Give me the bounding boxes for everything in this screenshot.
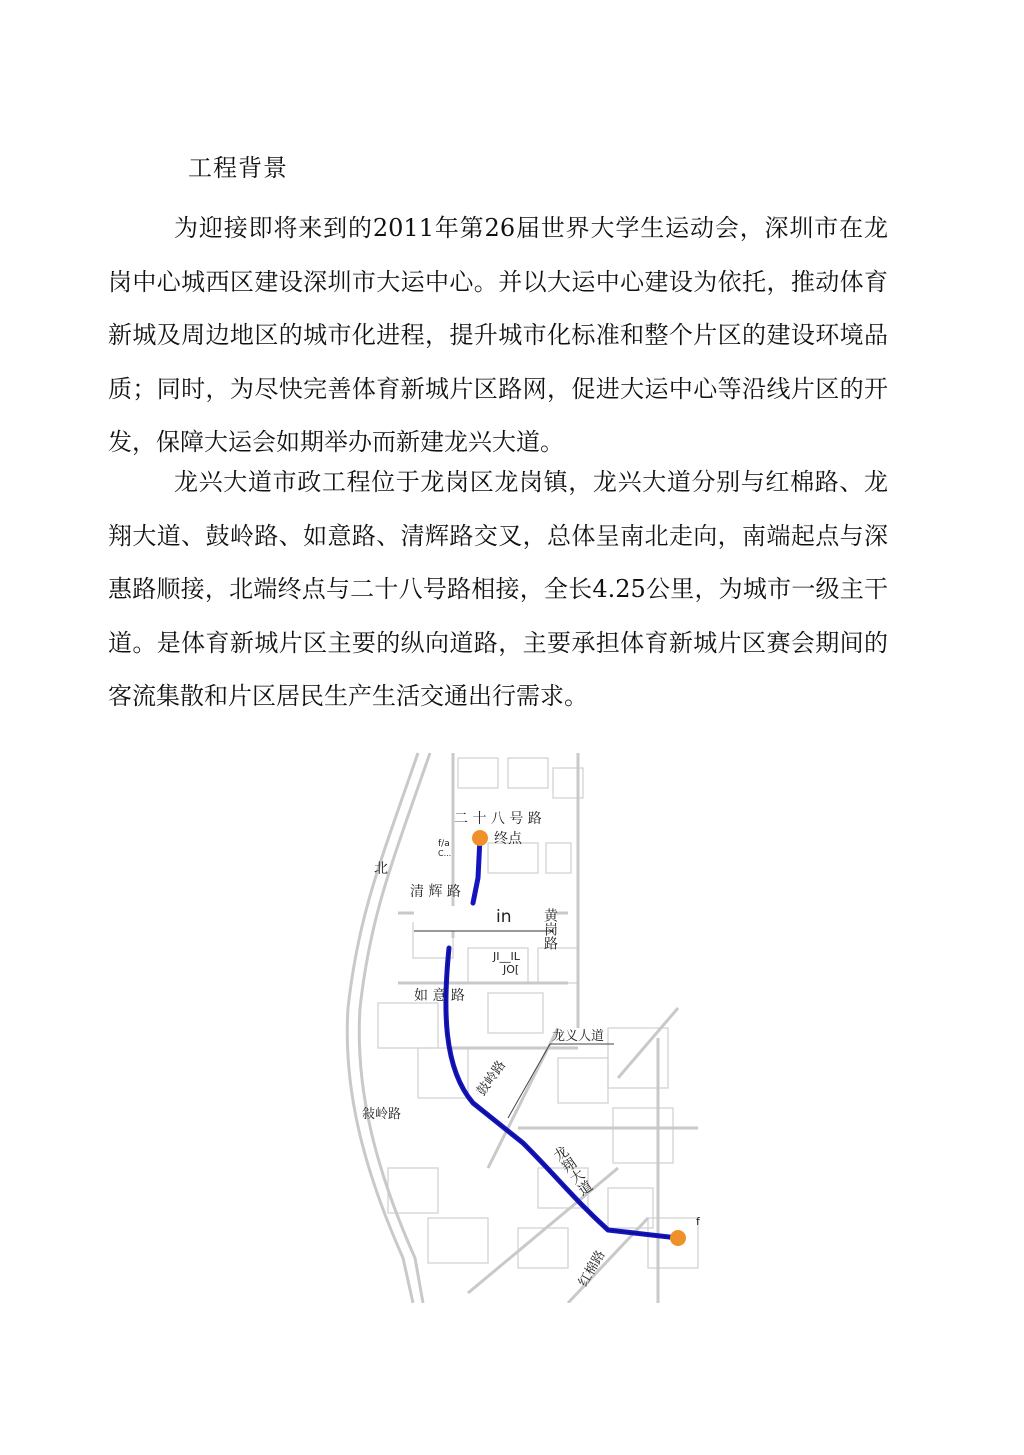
label-inset-text: in [496,907,512,927]
label-jo: JO[ [503,963,520,976]
label-small-mark: f/a [438,839,450,849]
map-inset-box [414,906,554,931]
label-north: 北 [374,861,388,877]
label-start-mark: f [696,1215,700,1228]
label-ruyi-road: 如 意 路 [414,988,465,1004]
label-guling-road-left: 敍岭路 [362,1107,402,1122]
label-guling-road: 鼓岭路 [474,1058,510,1099]
label-huanggang-road: 黄岗路 [542,908,558,950]
label-small-mark-2: C... [438,849,452,858]
label-road-28: 二 十 八 号 路 [454,811,542,827]
paragraph-background: 为迎接即将来到的2011年第26届世界大学生运动会，深圳市在龙岗中心城西区建设深圳市大运中心。并以大运中心建设为依托，推动体育新城及周边地区的城市化进程，提升城市化标准和整个片区的建设环境品质；同时，为尽快完善体育新城片区路网，促进大运中心等沿线片区的开发，保障大运会如期举办而新建龙兴大道。 [108,214,888,456]
start-point-marker [670,1230,686,1246]
route-map [318,748,710,1303]
label-hongmian-road: 红棉路 [576,1248,609,1290]
label-qinghui-road: 清 辉 路 [410,884,461,900]
label-jl: JI__IL [493,950,520,963]
section-heading: 工程背景 [188,154,288,182]
paragraph-project: 龙兴大道市政工程位于龙岗区龙岗镇，龙兴大道分别与红棉路、龙翔大道、鼓岭路、如意路、清辉路交叉，总体呈南北走向，南端起点与深惠路顺接，北端终点与二十八号路相接，全长4.25公里，为城市一级主干道。是体育新城片区主要的纵向道路，主要承担体育新城片区赛会期间的客流集散和片区居民生产生活交通出行需求。 [108,468,888,710]
label-longxing-avenue: 龙义人道 [552,1029,605,1044]
longxing-leader-line [508,1044,550,1118]
label-longxiang-avenue: 龙翔大道 [549,1143,595,1199]
end-point-marker [472,830,488,846]
label-end-point: 终点 [494,831,522,847]
map-blocks [378,758,698,1268]
